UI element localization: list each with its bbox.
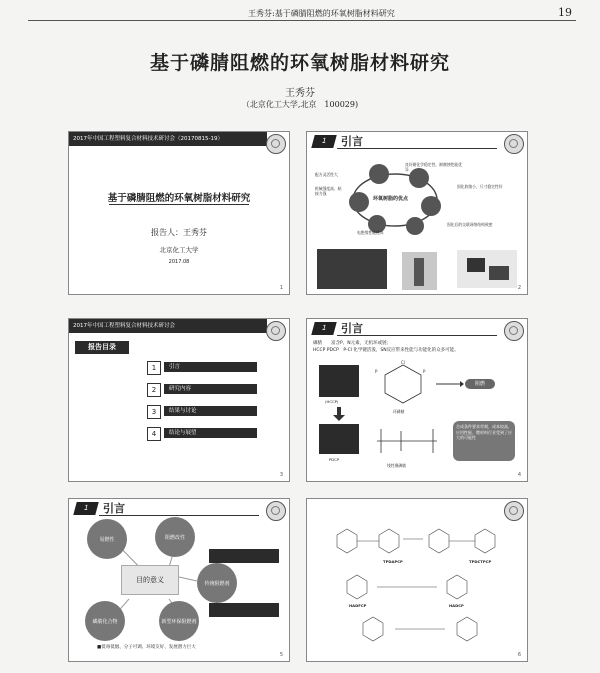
note-6: 固化后的交联网络结构致密 [447, 222, 493, 227]
adhesive-photo [402, 252, 437, 290]
svg-text:P: P [423, 369, 426, 374]
slide-3-header-bar: 2017年中国工程塑料复合材料技术研讨会 [69, 319, 267, 333]
coatings-photo [317, 249, 387, 289]
circle-flammability: 易燃性 [87, 519, 127, 559]
slide-3-page: 3 [279, 472, 283, 478]
chemical-structures [307, 499, 527, 661]
dark-box-2 [209, 603, 279, 617]
slide-1-divider [109, 204, 249, 205]
slide-4 [306, 318, 528, 482]
flame-retardant-button: 阻燃 [465, 379, 495, 389]
slide-6-page: 6 [517, 652, 521, 658]
slide-2-header [307, 132, 527, 150]
university-seal-icon [504, 321, 524, 341]
slide-1-reporter: 报告人：王秀芬 [151, 228, 207, 237]
university-seal-icon [504, 134, 524, 154]
svg-text:P: P [375, 369, 378, 374]
dark-box-1 [209, 549, 279, 563]
hccp-image [319, 365, 359, 397]
chain-label: 线性聚磷腈 [387, 463, 406, 468]
note-5: 电绝缘性能优异 [357, 230, 384, 235]
university-seal-icon [266, 134, 286, 154]
running-head [28, 6, 576, 21]
running-head-title: 王秀芬:基于磷腈阻燃的环氧树脂材料研究 [248, 9, 395, 18]
note-1: 良好耐化学稳定性、耐腐蚀性能优异 [405, 162, 462, 172]
note-4: 机械强度高、粘接力强 [315, 186, 342, 196]
circle-modification: 阻燃改性 [155, 517, 195, 557]
pdcp-image [319, 424, 359, 454]
cyclic-phosphazene-structure [373, 359, 433, 409]
label-hadcp: HADCP [449, 603, 464, 608]
slide-2 [306, 131, 528, 295]
paper-author: 王秀芬 [285, 88, 315, 99]
circle-phosphazene: 磷腈化合物 [85, 601, 125, 641]
slide-1-date: 2017.08 [168, 259, 190, 265]
phosphazene-text-1: 磷腈 富含P、N元素，无机环或链； [313, 341, 392, 346]
slide-4-header [307, 319, 527, 337]
circle-new-flame-retardant: 新型环保阻燃剂 [159, 601, 199, 641]
slide-4-page: 4 [517, 472, 521, 478]
slide-2-page: 2 [517, 285, 521, 291]
page-number: 19 [558, 6, 572, 19]
slide-5-page: 5 [279, 652, 283, 658]
slide-1-page: 1 [279, 285, 283, 291]
circle-traditional: 传统阻燃剂 [197, 563, 237, 603]
slide-3: 2017年中国工程塑料复合材料技术研讨会 报告目录 1 引言 2 研究内容 3 结果与讨论 4 结论与展望 3 [68, 318, 290, 482]
section-label: 引言 [341, 322, 363, 335]
label-tpdctpcp: TPDCTPCP [469, 559, 492, 564]
advantages-center: 环氧树脂的优点 [373, 196, 409, 202]
ring-label: 环磷腈 [393, 409, 405, 414]
section-number: 1 [311, 322, 336, 335]
section-label: 引言 [103, 502, 125, 515]
phosphazene-text-2: HCCP PDCP P-Cl 化学键活泼，SN反应带来性能与功能化的众多可能。 [313, 348, 459, 353]
label-hadfcp: HADFCP [349, 603, 367, 608]
section-label: 引言 [341, 135, 363, 148]
slide-5 [68, 498, 290, 662]
note-3: 配方灵活性大 [315, 172, 338, 177]
pdcp-label: PDCP [329, 457, 340, 462]
chips-photo [457, 250, 517, 288]
section-number: 1 [311, 135, 336, 148]
svg-text:Cl: Cl [401, 360, 405, 365]
university-seal-icon [266, 321, 286, 341]
section-number: 1 [73, 502, 98, 515]
drawback-box: 合成条件要求苛刻，成本较高，应用性能、燃材料行业受到了应大的可能性 [453, 421, 515, 461]
slide-1 [68, 131, 290, 295]
hccp-label: (HCCP) [325, 399, 339, 404]
label-tpdapcp: TPDAPCP [383, 559, 403, 564]
paper-affiliation: （北京化工大学,北京 100029) [241, 100, 359, 109]
slide-1-org: 北京化工大学 [159, 246, 199, 254]
linear-polyphosphazene-structure [371, 423, 443, 459]
purpose-center: 目的意义 [121, 565, 179, 595]
slide-1-title: 基于磷腈阻燃的环氧树脂材料研究 [107, 193, 251, 204]
slide-6 [306, 498, 528, 662]
paper-title: 基于磷腈阻燃的环氧树脂材料研究 [149, 52, 450, 74]
slide-5-footer: ■低毒低烟、分子可调、环境友好、发展潜力巨大 [97, 645, 196, 650]
slide-1-header-bar: 2017年中国工程塑料复合材料技术研讨会（20170815-19） [69, 132, 267, 146]
note-2: 固化收缩小，尺寸稳定性好 [457, 184, 503, 189]
arrow-right-icon [434, 379, 464, 389]
arrow-down-icon [333, 407, 345, 421]
toc-tag: 报告目录 [75, 341, 129, 354]
